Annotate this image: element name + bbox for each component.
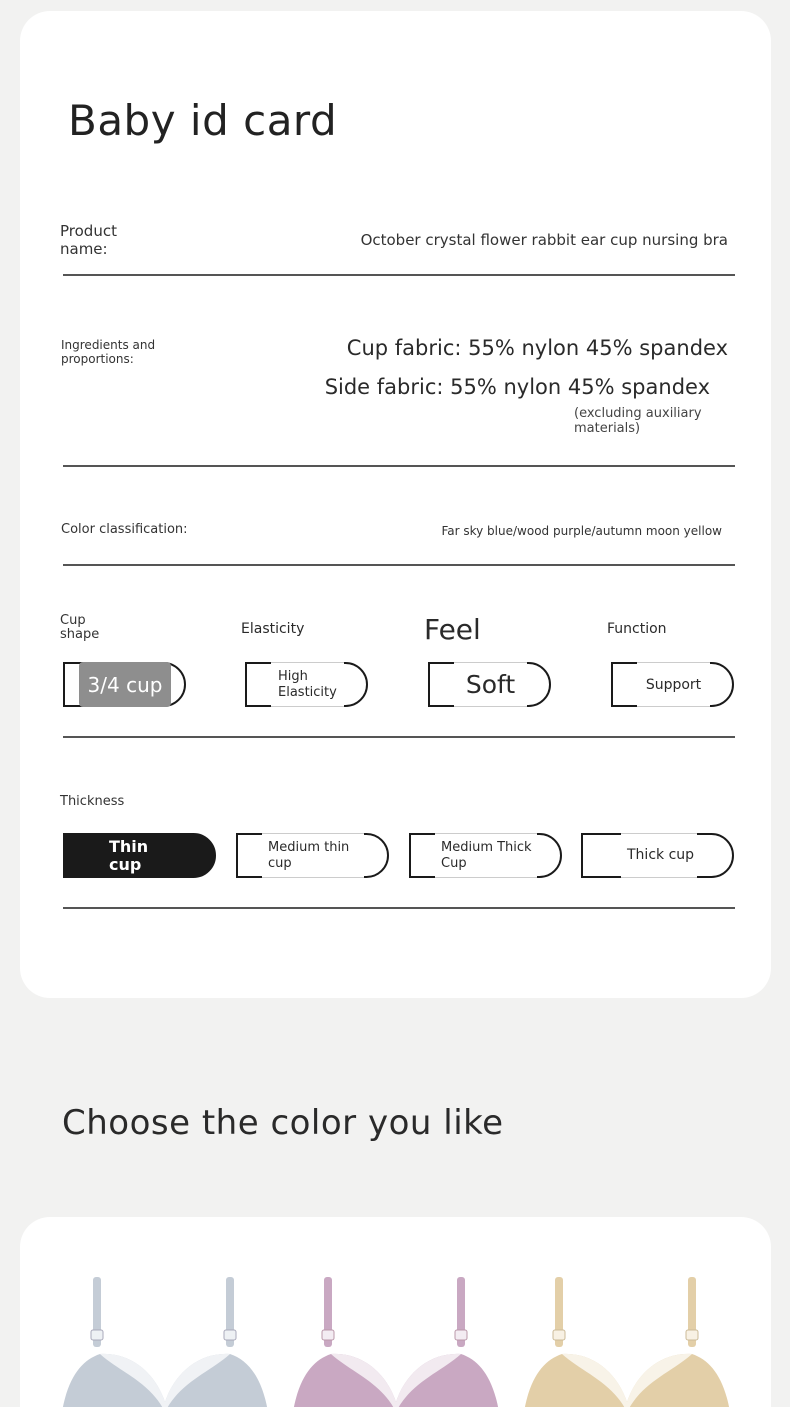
product-name-label: Product name: (60, 222, 117, 258)
feel-label: Feel (424, 613, 481, 646)
thickness-option-thick[interactable] (581, 833, 734, 878)
cup-shape-value: 3/4 cup (87, 672, 163, 697)
bra-yellow-image[interactable] (522, 1272, 732, 1407)
bra-blue-image[interactable] (60, 1272, 270, 1407)
divider (63, 907, 735, 909)
ingredients-label: Ingredients and proportions: (61, 338, 156, 366)
thickness-option-medium-thin[interactable] (236, 833, 389, 878)
function-value: Support (645, 676, 702, 693)
thickness-option-label: Medium Thick Cup (441, 839, 532, 871)
function-tag (611, 662, 734, 707)
elasticity-value: High Elasticity (278, 668, 337, 700)
product-name-value: October crystal flower rabbit ear cup nursing bra (360, 231, 728, 249)
thickness-option-label: Medium thin cup (268, 839, 350, 871)
divider (63, 465, 735, 467)
thickness-option-thin[interactable] (63, 833, 216, 878)
thickness-option-medium-thick[interactable] (409, 833, 562, 878)
color-options-card (20, 1217, 771, 1407)
elasticity-label: Elasticity (241, 621, 305, 637)
function-label: Function (607, 621, 667, 637)
ingredients-note: (excluding auxiliary materials) (574, 406, 702, 436)
color-section-heading: Choose the color you like (62, 1103, 504, 1143)
thickness-option-label: Thick cup (627, 847, 695, 863)
side-fabric-value: Side fabric: 55% nylon 45% spandex (324, 375, 710, 399)
cup-fabric-value: Cup fabric: 55% nylon 45% spandex (346, 336, 728, 360)
bra-purple-image[interactable] (291, 1272, 501, 1407)
divider (63, 736, 735, 738)
thickness-label: Thickness (60, 794, 125, 809)
divider (63, 564, 735, 566)
divider (63, 274, 735, 276)
cup-shape-label: Cup shape (60, 613, 100, 642)
feel-tag (428, 662, 551, 707)
card-title: Baby id card (68, 96, 338, 145)
elasticity-tag (245, 662, 368, 707)
color-classification-value: Far sky blue/wood purple/autumn moon yellow (441, 524, 722, 538)
feel-value: Soft (465, 670, 516, 699)
thickness-option-label: Thin cup (109, 836, 149, 874)
cup-shape-tag (63, 662, 186, 707)
color-classification-label: Color classification: (61, 522, 188, 537)
